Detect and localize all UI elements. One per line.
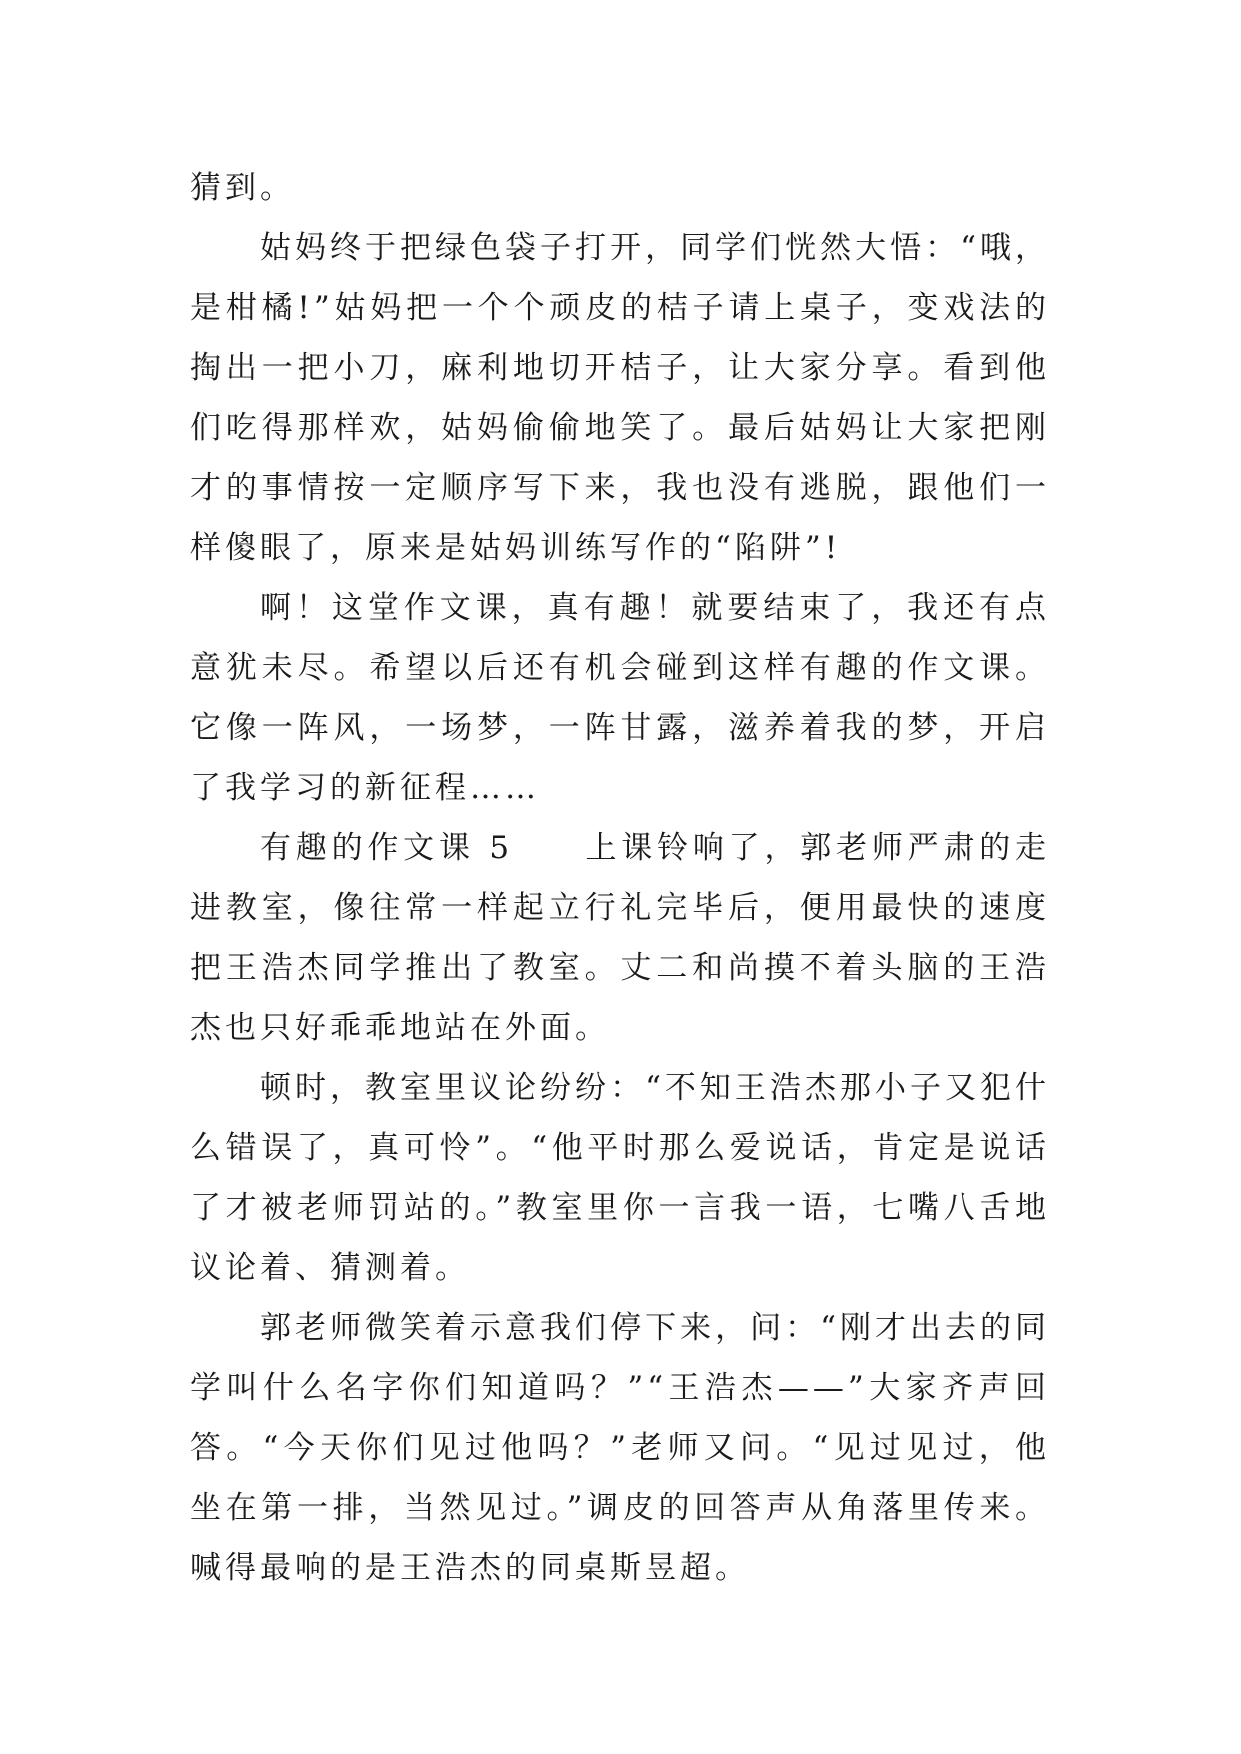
- paragraph: 啊！这堂作文课，真有趣！就要结束了，我还有点意犹未尽。希望以后还有机会碰到这样有趣的作文课。它像一阵风，一场梦，一阵甘露，滋养着我的梦，开启了我学习的新征程……: [190, 590, 1050, 806]
- paragraph-continuation: 猜到。: [190, 170, 295, 206]
- paragraph: 姑妈终于把绿色袋子打开，同学们恍然大悟：“哦，是柑橘!”姑妈把一个个顽皮的桔子请上桌子，变戏法的掏出一把小刀，麻利地切开桔子，让大家分享。看到他们吃得那样欢，姑妈偷偷地笑了。最后姑妈让大家把刚才的事情按一定顺序写下来，我也没有逃脱，跟他们一样傻眼了，原来是姑妈训练写作的“陷阱”!: [190, 230, 1050, 566]
- paragraph: 顿时，教室里议论纷纷：“不知王浩杰那小子又犯什么错误了，真可怜”。“他平时那么爱说话，肯定是说话了才被老师罚站的。”教室里你一言我一语，七嘴八舌地议论着、猜测着。: [190, 1070, 1050, 1286]
- paragraph: 有趣的作文课 5 上课铃响了，郭老师严肃的走进教室，像往常一样起立行礼完毕后，便用最快的速度把王浩杰同学推出了教室。丈二和尚摸不着头脑的王浩杰也只好乖乖地站在外面。: [190, 830, 1050, 1046]
- paragraph: 郭老师微笑着示意我们停下来，问：“刚才出去的同学叫什么名字你们知道吗？”“王浩杰——”大家齐声回答。“今天你们见过他吗？”老师又问。“见过见过，他坐在第一排，当然见过。”调皮的回答声从角落里传来。喊得最响的是王浩杰的同桌斯昱超。: [190, 1310, 1050, 1586]
- document-body: [190, 158, 1050, 1598]
